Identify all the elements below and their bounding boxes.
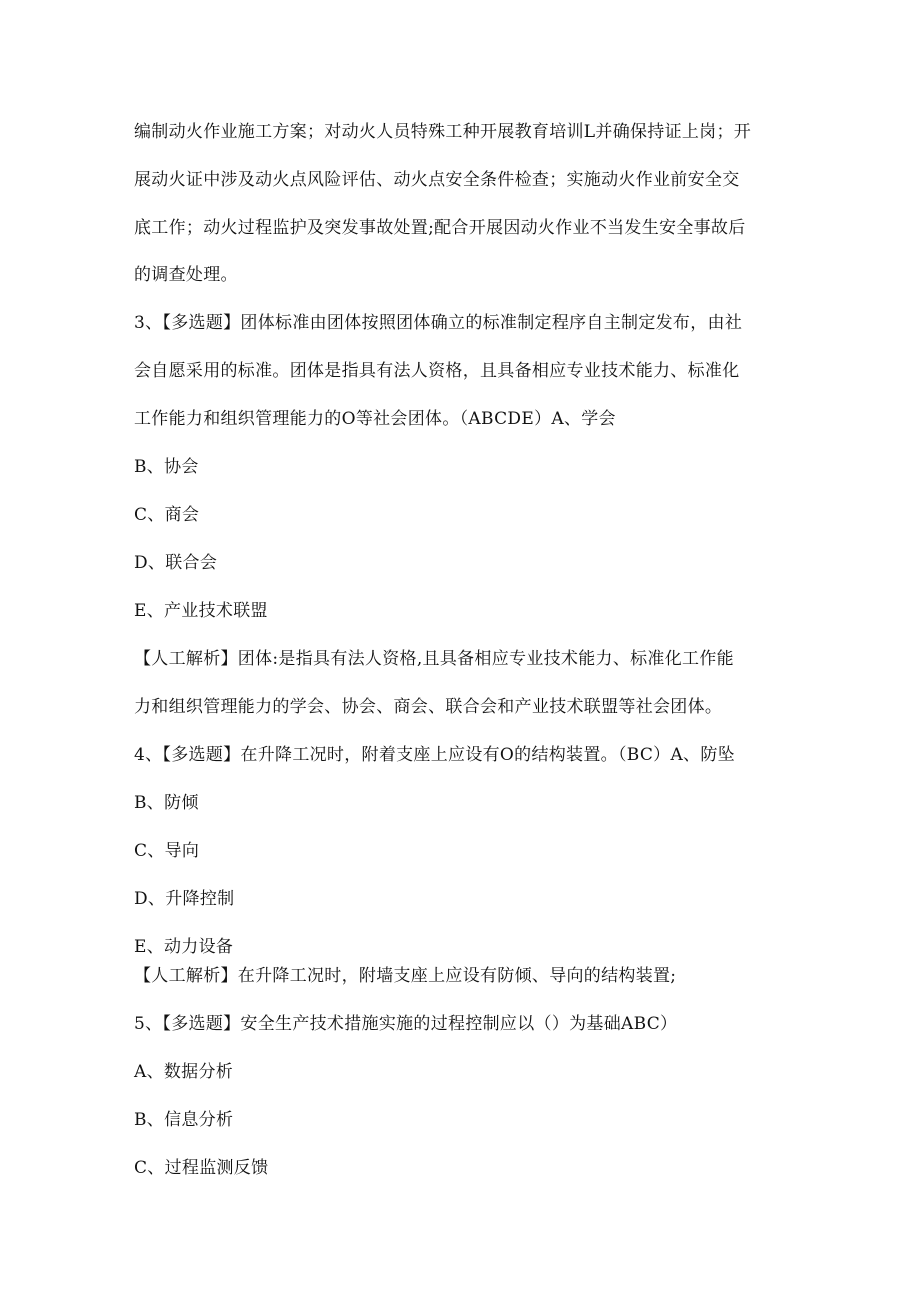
question-3-text: 工作能力和组织管理能力的O等社会团体。（ABCDE）A、学会 [134, 409, 616, 429]
paragraph-line: 编制动火作业施工方案；对动火人员特殊工种开展教育培训L并确保持证上岗；开 [134, 122, 752, 142]
question-3-option-e: E、产业技术联盟 [134, 601, 268, 621]
question-5-text: 5、【多选题】安全生产技术措施实施的过程控制应以（）为基础ABC） [134, 1014, 678, 1034]
question-4-option-c: C、导向 [134, 841, 200, 861]
question-3-analysis: 力和组织管理能力的学会、协会、商会、联合会和产业技术联盟等社会团体。 [134, 697, 723, 717]
question-5-option-c: C、过程监测反馈 [134, 1158, 269, 1178]
question-4-option-e: E、动力设备 [134, 937, 234, 957]
question-3-option-b: B、协会 [134, 457, 199, 477]
paragraph-line: 的调查处理。 [134, 265, 238, 285]
question-4-option-b: B、防倾 [134, 793, 199, 813]
paragraph-line: 展动火证中涉及动火点风险评估、动火点安全条件检查；实施动火作业前安全交 [134, 170, 740, 190]
question-4-option-d: D、升降控制 [134, 889, 235, 909]
question-3-text: 3、【多选题】团体标准由团体按照团体确立的标准制定程序自主制定发布，由社 [134, 313, 743, 333]
question-3-analysis: 【人工解析】团体:是指具有法人资格,且具备相应专业技术能力、标准化工作能 [134, 649, 734, 669]
question-3-option-d: D、联合会 [134, 553, 218, 573]
question-5-option-b: B、信息分析 [134, 1110, 234, 1130]
paragraph-line: 底工作；动火过程监护及突发事故处置;配合开展因动火作业不当发生安全事故后 [134, 218, 746, 238]
question-4-text: 4、【多选题】在升降工况时，附着支座上应设有O的结构装置。（BC）A、防坠 [134, 745, 735, 765]
question-5-option-a: A、数据分析 [134, 1062, 234, 1082]
question-4-analysis: 【人工解析】在升降工况时，附墙支座上应设有防倾、导向的结构装置; [134, 966, 677, 986]
question-3-option-c: C、商会 [134, 505, 200, 525]
question-3-text: 会自愿采用的标准。团体是指具有法人资格，且具备相应专业技术能力、标准化 [134, 361, 740, 381]
